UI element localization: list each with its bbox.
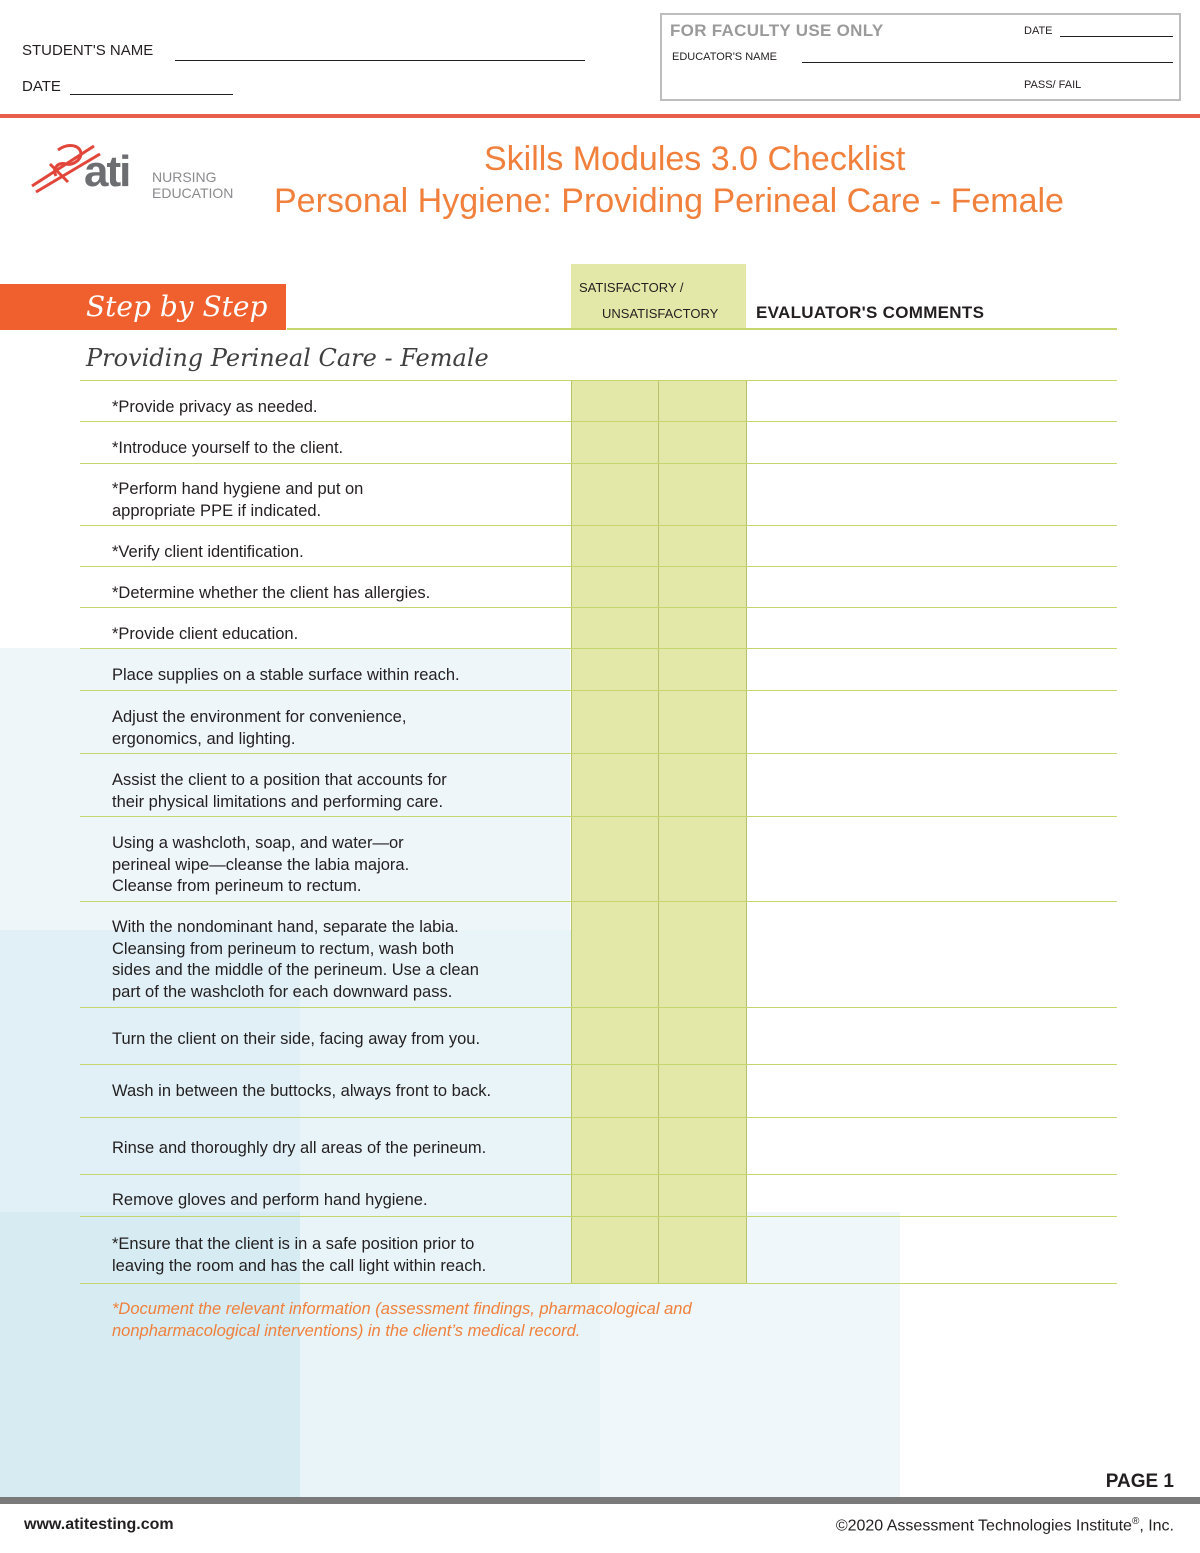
step-text: Rinse and thoroughly dry all areas of the perineum. <box>112 1139 487 1157</box>
copyright-text: ©2020 Assessment Technologies Institute <box>835 1517 1132 1535</box>
date-label: DATE <box>22 78 61 95</box>
table-row[interactable] <box>80 1217 1117 1284</box>
table-row[interactable] <box>80 422 1117 464</box>
step-text: Remove gloves and perform hand hygiene. <box>112 1191 428 1209</box>
table-row[interactable] <box>80 526 1117 567</box>
student-name-label: STUDENT'S NAME <box>22 42 154 59</box>
step-text: *Perform hand hygiene and put on appropriate PPE if indicated. <box>112 480 364 520</box>
table-row[interactable] <box>80 381 1117 422</box>
ati-logo-line1: NURSING <box>152 169 217 185</box>
pass-fail-label: PASS/ FAIL <box>1024 79 1082 91</box>
step-by-step-label: Step by Step <box>86 290 268 323</box>
step-text: With the nondominant hand, separate the labia. Cleansing from perineum to rectum, wash both sides and the middle of the perineum. Use a clean part of the washcloth for each downward pass. <box>112 918 479 1001</box>
step-text: *Determine whether the client has allergies. <box>112 584 431 602</box>
educator-name-field[interactable] <box>802 62 1173 63</box>
table-row[interactable] <box>80 1065 1117 1118</box>
table-row[interactable] <box>80 817 1117 902</box>
section-title: Providing Perineal Care - Female <box>86 344 489 372</box>
ati-logo-brand: ati <box>84 147 130 196</box>
student-name-field[interactable] <box>175 60 585 61</box>
table-row[interactable] <box>80 464 1117 526</box>
step-text: *Provide client education. <box>112 625 299 643</box>
step-by-step-tab <box>0 284 286 330</box>
satisfactory-label: SATISFACTORY / <box>579 280 684 295</box>
ati-logo-line2: EDUCATION <box>152 185 234 201</box>
checklist-title: Skills Modules 3.0 Checklist <box>484 140 906 178</box>
table-row[interactable] <box>80 608 1117 649</box>
unsatisfactory-label: UNSATISFACTORY <box>602 306 719 321</box>
table-row[interactable] <box>80 649 1117 691</box>
step-text: Adjust the environment for convenience, ergonomics, and lighting. <box>112 708 407 748</box>
documentation-footnote: *Document the relevant information (assessment findings, pharmacological and nonpharmacological interventions) in the client’s medical record. <box>112 1300 692 1340</box>
copyright-notice <box>836 1516 1174 1535</box>
table-row[interactable] <box>80 567 1117 608</box>
evaluator-comments-header: EVALUATOR'S COMMENTS <box>756 303 985 322</box>
table-row[interactable] <box>80 1175 1117 1217</box>
faculty-date-field[interactable] <box>1060 36 1173 37</box>
table-row[interactable] <box>80 902 1117 1008</box>
step-text: Turn the client on their side, facing away from you. <box>112 1030 481 1048</box>
step-text: *Verify client identification. <box>112 543 304 561</box>
website-link[interactable]: www.atitesting.com <box>24 1516 174 1533</box>
step-text: Assist the client to a position that accounts for their physical limitations and performing care. <box>112 771 447 811</box>
footer-divider <box>0 1497 1200 1504</box>
step-text: Place supplies on a stable surface within reach. <box>112 666 460 684</box>
step-text: *Introduce yourself to the client. <box>112 439 344 457</box>
registered-mark: ® <box>1131 1516 1140 1527</box>
table-row[interactable] <box>80 1118 1117 1175</box>
header-divider <box>0 114 1200 118</box>
step-text: Using a washcloth, soap, and water—or perineal wipe—cleanse the labia majora. Cleanse from perineum to rectum. <box>112 834 410 895</box>
faculty-date-label: DATE <box>1024 25 1053 37</box>
ati-logo <box>28 136 248 206</box>
faculty-title: FOR FACULTY USE ONLY <box>670 21 884 40</box>
step-text: *Provide privacy as needed. <box>112 398 318 416</box>
faculty-use-box <box>660 13 1181 101</box>
table-row[interactable] <box>80 691 1117 754</box>
page-number: PAGE 1 <box>1105 1471 1174 1492</box>
copyright-suffix: , Inc. <box>1139 1517 1174 1535</box>
step-text: Wash in between the buttocks, always front to back. <box>112 1082 492 1100</box>
educator-name-label: EDUCATOR'S NAME <box>672 51 777 63</box>
step-text: *Ensure that the client is in a safe position prior to leaving the room and has the call light within reach. <box>112 1235 487 1275</box>
table-row[interactable] <box>80 1008 1117 1065</box>
checklist-subtitle: Personal Hygiene: Providing Perineal Care - Female <box>274 182 1064 220</box>
table-header-rule <box>287 328 1117 330</box>
date-field[interactable] <box>70 94 233 95</box>
table-row[interactable] <box>80 754 1117 817</box>
